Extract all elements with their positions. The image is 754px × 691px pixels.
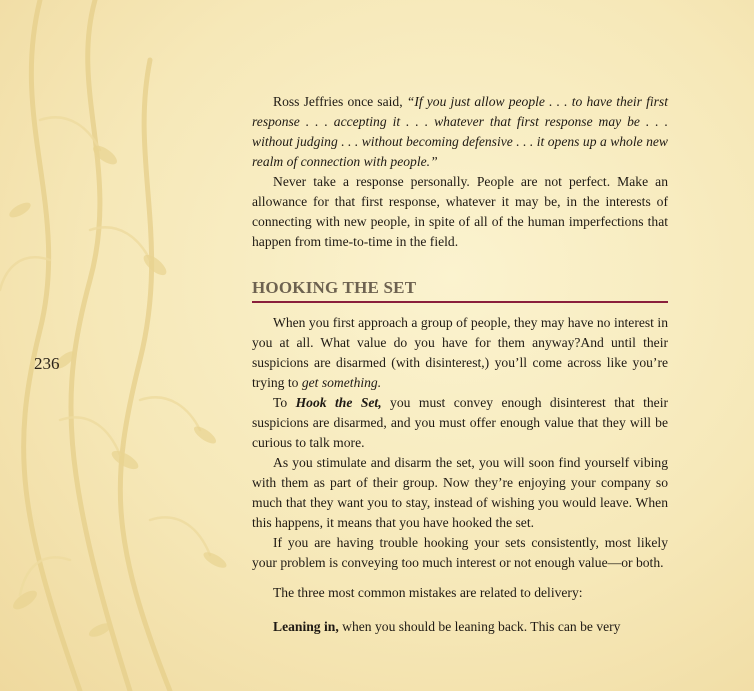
paragraph-leaning-in xyxy=(252,617,668,637)
bold-term: Leaning in, xyxy=(273,619,339,634)
paragraph-lead: To xyxy=(273,395,296,410)
paragraph-text: you must convey enough disinterest that their suspicions are disarmed, and you must offer enough value that they will be curious to talk more. xyxy=(252,395,668,450)
paragraph-first-approach xyxy=(252,313,668,393)
paragraph-common-mistakes: The three most common mistakes are related to delivery: xyxy=(273,585,583,600)
italic-phrase: get something. xyxy=(301,375,382,390)
paragraph-never-take-personally: Never take a response personally. People are not perfect. Make an allowance for that first response, whatever it may be, in the interests of connecting with new people, in spite of all of the human imperfections that happen from time-to-time in the field. xyxy=(252,174,668,249)
bold-italic-term: Hook the Set, xyxy=(295,395,382,410)
section-heading-hooking-the-set: HOOKING THE SET xyxy=(252,278,668,303)
quote-attribution: Ross Jeffries once said, xyxy=(273,94,407,109)
page-number: 236 xyxy=(34,354,60,373)
paragraph-trouble-hooking: If you are having trouble hooking your sets consistently, most likely your problem is conveying too much interest or not enough value—or both. xyxy=(252,535,668,570)
paragraph-stimulate-disarm: As you stimulate and disarm the set, you will soon find yourself vibing with them as part of their group. Now they’re enjoying your company so much that they want you to stay, instead of wishing you would leave. When this happens, it means that you have hooked the set. xyxy=(252,455,668,530)
paragraph-ross-jeffries-quote xyxy=(252,92,668,172)
paragraph-text: when you should be leaning back. This can be very xyxy=(338,619,621,634)
page-body xyxy=(252,92,668,637)
paragraph-hook-the-set xyxy=(252,393,668,453)
quote-text: “If you just allow people . . . to have their first response . . . accepting it . . . whatever that first response may be . . . without judging . . . without becoming defensive . . . it opens up a whole new realm of connection with people.” xyxy=(252,94,668,169)
paragraph-text: When you first approach a group of people, they may have no interest in you at all. What value do you have for them anyway?And until their suspicions are disarmed (with disinterest,) you’ll come across like you’re trying to xyxy=(252,315,668,390)
decorative-vine-illustration xyxy=(0,0,240,691)
